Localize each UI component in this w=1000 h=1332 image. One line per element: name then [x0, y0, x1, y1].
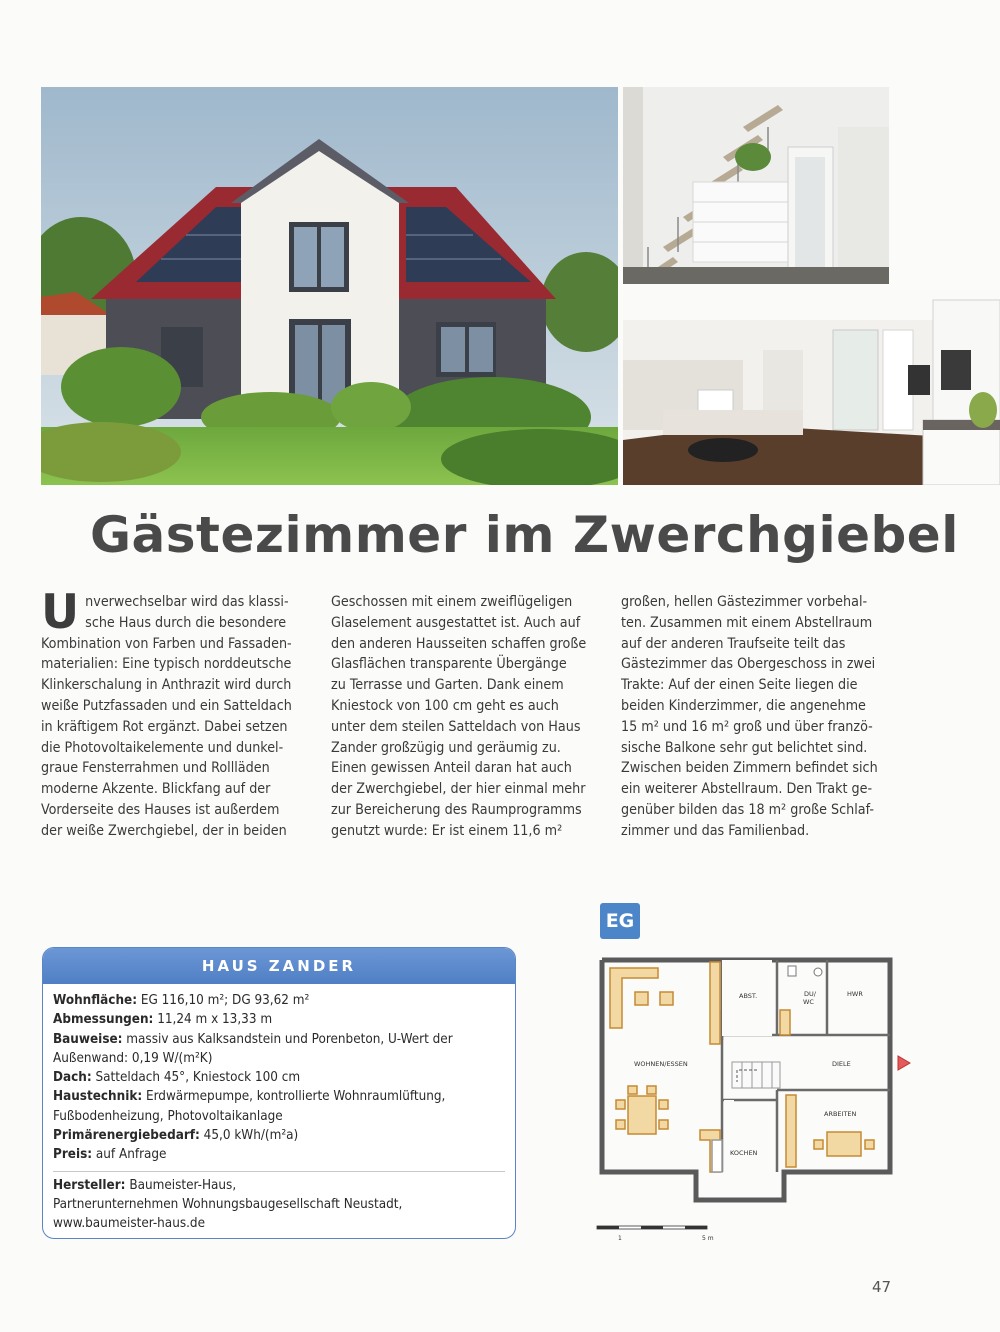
info-row [53, 1010, 505, 1029]
body-line: zimmer und das Familienbad. [621, 822, 810, 839]
manufacturer-line: Partnerunternehmen Wohnungsbaugesellschaft Neustadt, [53, 1196, 403, 1212]
body-line: in kräftigem Rot ergänzt. Dabei setzen [41, 718, 288, 735]
body-line: der Zwerchgiebel, der hier einmal mehr [331, 781, 586, 798]
article-headline: Gästezimmer im Zwerchgiebel [90, 506, 959, 564]
staircase-interior-photo [623, 87, 889, 284]
body-line: Zwischen beiden Zimmern befindet sich [621, 760, 878, 777]
house-info-box [42, 947, 516, 1239]
info-row [53, 1145, 505, 1164]
info-box-title: HAUS ZANDER [43, 948, 515, 984]
info-row-value: Fußbodenheizung, Photovoltaikanlage [53, 1108, 283, 1124]
body-line: Geschossen mit einem zweiflügeligen [331, 594, 573, 610]
body-line: Klinkerschalung in Anthrazit wird durch [41, 677, 292, 694]
room-label-diele: DIELE [832, 1060, 851, 1068]
body-line: beiden Kinderzimmer, die angenehme [621, 697, 866, 714]
body-line: ten. Zusammen mit einem Abstellraum [621, 614, 873, 631]
scale-start-label: 1 [618, 1235, 622, 1242]
body-line: Glaselement ausgestattet ist. Auch auf [331, 614, 581, 631]
body-line: den anderen Hausseiten schaffen große [331, 635, 587, 652]
info-row-label: Dach: [53, 1070, 92, 1086]
body-line: Gästezimmer das Obergeschoss in zwei [621, 656, 876, 673]
room-label-abstellraum: ABST. [739, 992, 758, 1000]
info-row-label: Primärenergiebedarf: [53, 1128, 200, 1144]
info-row-value: 11,24 m x 13,33 m [153, 1012, 273, 1028]
body-line: Kombination von Farben und Fassaden- [41, 635, 292, 652]
living-kitchen-interior-photo [623, 290, 1000, 485]
manufacturer-row [53, 1176, 505, 1195]
info-row-value: Außenwand: 0,19 W/(m²K) [53, 1050, 213, 1066]
info-row [53, 1087, 505, 1106]
info-row-value: EG 116,10 m²; DG 93,62 m² [137, 993, 310, 1008]
scale-bar [597, 1226, 714, 1242]
room-label-arbeiten: ARBEITEN [824, 1110, 857, 1118]
room-label-hwr: HWR [847, 990, 863, 998]
info-row-value: auf Anfrage [92, 1147, 167, 1163]
info-row [53, 991, 505, 1010]
room-label-kochen: KOCHEN [730, 1149, 758, 1157]
info-row-label: Bauweise: [53, 1031, 123, 1047]
body-column-3 [621, 592, 896, 842]
body-line: materialien: Eine typisch norddeutsche [41, 656, 292, 673]
body-line: nverwechselbar wird das klassi- [85, 594, 289, 610]
body-line: Glasflächen transparente Übergänge [331, 656, 567, 673]
body-line: Trakte: Auf der einen Seite liegen die [621, 677, 858, 694]
body-line: genutzt wurde: Er ist einem 11,6 m² [331, 822, 563, 839]
room-label-wohnen-essen: WOHNEN/ESSEN [634, 1060, 688, 1068]
info-row-value: Erdwärmepumpe, kontrollierte Wohnraumlüftung, [142, 1089, 446, 1105]
info-row-label: Haustechnik: [53, 1089, 143, 1105]
room-label-du-wc-line1: DU/ [804, 990, 816, 998]
body-column-1 [41, 585, 316, 842]
info-row-value: massiv aus Kalksandstein und Porenbeton, U-Wert der [122, 1031, 453, 1047]
info-row-label: Abmessungen: [53, 1012, 154, 1028]
room-label-du-wc-line2: WC [803, 998, 814, 1006]
body-line: Vorderseite des Hauses ist außerdem [41, 801, 280, 818]
body-line: die Photovoltaikelemente und dunkel- [41, 739, 284, 756]
body-line: Kniestock von 100 cm geht es auch [331, 697, 559, 714]
body-line: Zander großzügig und geräumig zu. [331, 739, 561, 756]
body-line: der weiße Zwerchgiebel, der in beiden [41, 822, 287, 839]
body-line: sische Balkone sehr gut belichtet sind. [621, 739, 868, 756]
house-exterior-photo [41, 87, 618, 485]
drop-cap: U [41, 585, 80, 640]
info-row-value: 45,0 kWh/(m²a) [199, 1128, 299, 1144]
page-number: 47 [872, 1278, 892, 1296]
info-row-value: Satteldach 45°, Kniestock 100 cm [91, 1070, 301, 1086]
body-line: genüber bilden das 18 m² große Schlaf- [621, 801, 874, 818]
body-line: weiße Putzfassaden und ein Satteldach [41, 697, 292, 714]
scale-end-label: 5 m [702, 1235, 714, 1242]
info-row-label: Wohnfläche: [53, 993, 138, 1008]
body-line: großen, hellen Gästezimmer vorbehal- [621, 594, 868, 610]
info-box-body [43, 984, 515, 1239]
body-line: moderne Akzente. Blickfang auf der [41, 781, 271, 798]
manufacturer-label: Hersteller: [53, 1177, 126, 1193]
body-column-2 [331, 592, 606, 842]
body-line: ein weiterer Abstellraum. Den Trakt ge- [621, 781, 873, 798]
info-row [53, 1030, 505, 1049]
info-divider [53, 1171, 505, 1172]
info-row [53, 1107, 505, 1126]
body-line: auf der anderen Traufseite teilt das [621, 635, 846, 652]
info-row [53, 1049, 505, 1068]
body-line: zu Terrasse und Garten. Dank einem [331, 677, 564, 694]
floor-level-badge: EG [600, 903, 640, 939]
body-line: sche Haus durch die besondere [85, 614, 287, 631]
body-line: graue Fensterrahmen und Rollläden [41, 760, 270, 777]
body-line: unter dem steilen Satteldach von Haus [331, 718, 581, 735]
info-row [53, 1068, 505, 1087]
body-line: Einen gewissen Anteil daran hat auch [331, 760, 572, 777]
ground-floor-plan [592, 950, 912, 1250]
info-row [53, 1126, 505, 1145]
info-row-label: Preis: [53, 1147, 93, 1163]
manufacturer-website: www.baumeister-haus.de [53, 1216, 205, 1232]
body-line: 15 m² und 16 m² groß und über franzö- [621, 718, 873, 735]
manufacturer-value: Baumeister-Haus, [125, 1177, 237, 1193]
body-line: zur Bereicherung des Raumprogramms [331, 801, 582, 818]
